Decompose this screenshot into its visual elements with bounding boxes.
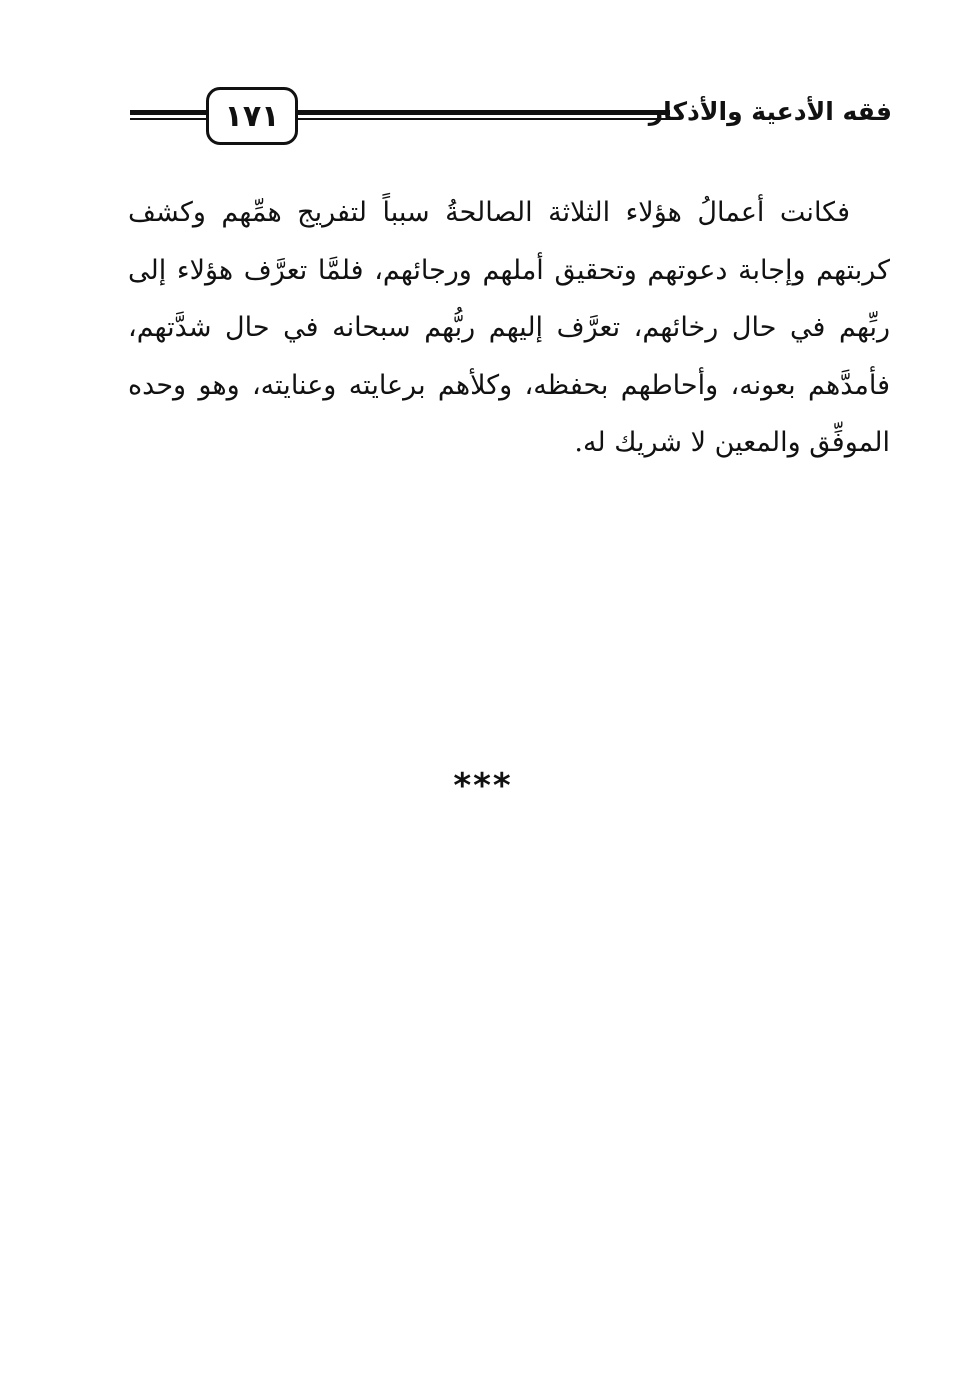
body-paragraph [128, 184, 890, 472]
book-title: فقه الأدعية والأذكار [648, 97, 892, 126]
header-rule-right [298, 110, 670, 120]
page-header [130, 84, 892, 154]
header-rule-left [130, 110, 206, 120]
body-paragraph-text: فكانت أعمالُ هؤلاء الثلاثة الصالحةُ سبباً لتفريج همِّهم وكشف كربتهم وإجابة دعوتهم وتحقيق أملهم ورجائهم، فلمَّا تعرَّف هؤلاء إلى ربِّهم في حال رخائهم، تعرَّف إليهم ربُّهم سبحانه في حال شدَّتهم، فأمدَّهم بعونه، وأحاطهم بحفظه، وكلأهم برعايته وعنايته، وهو وحده الموفِّق والمعين لا شريك له. [128, 197, 890, 458]
section-separator: *** [453, 766, 513, 806]
page-number: ١٧١ [206, 87, 298, 145]
